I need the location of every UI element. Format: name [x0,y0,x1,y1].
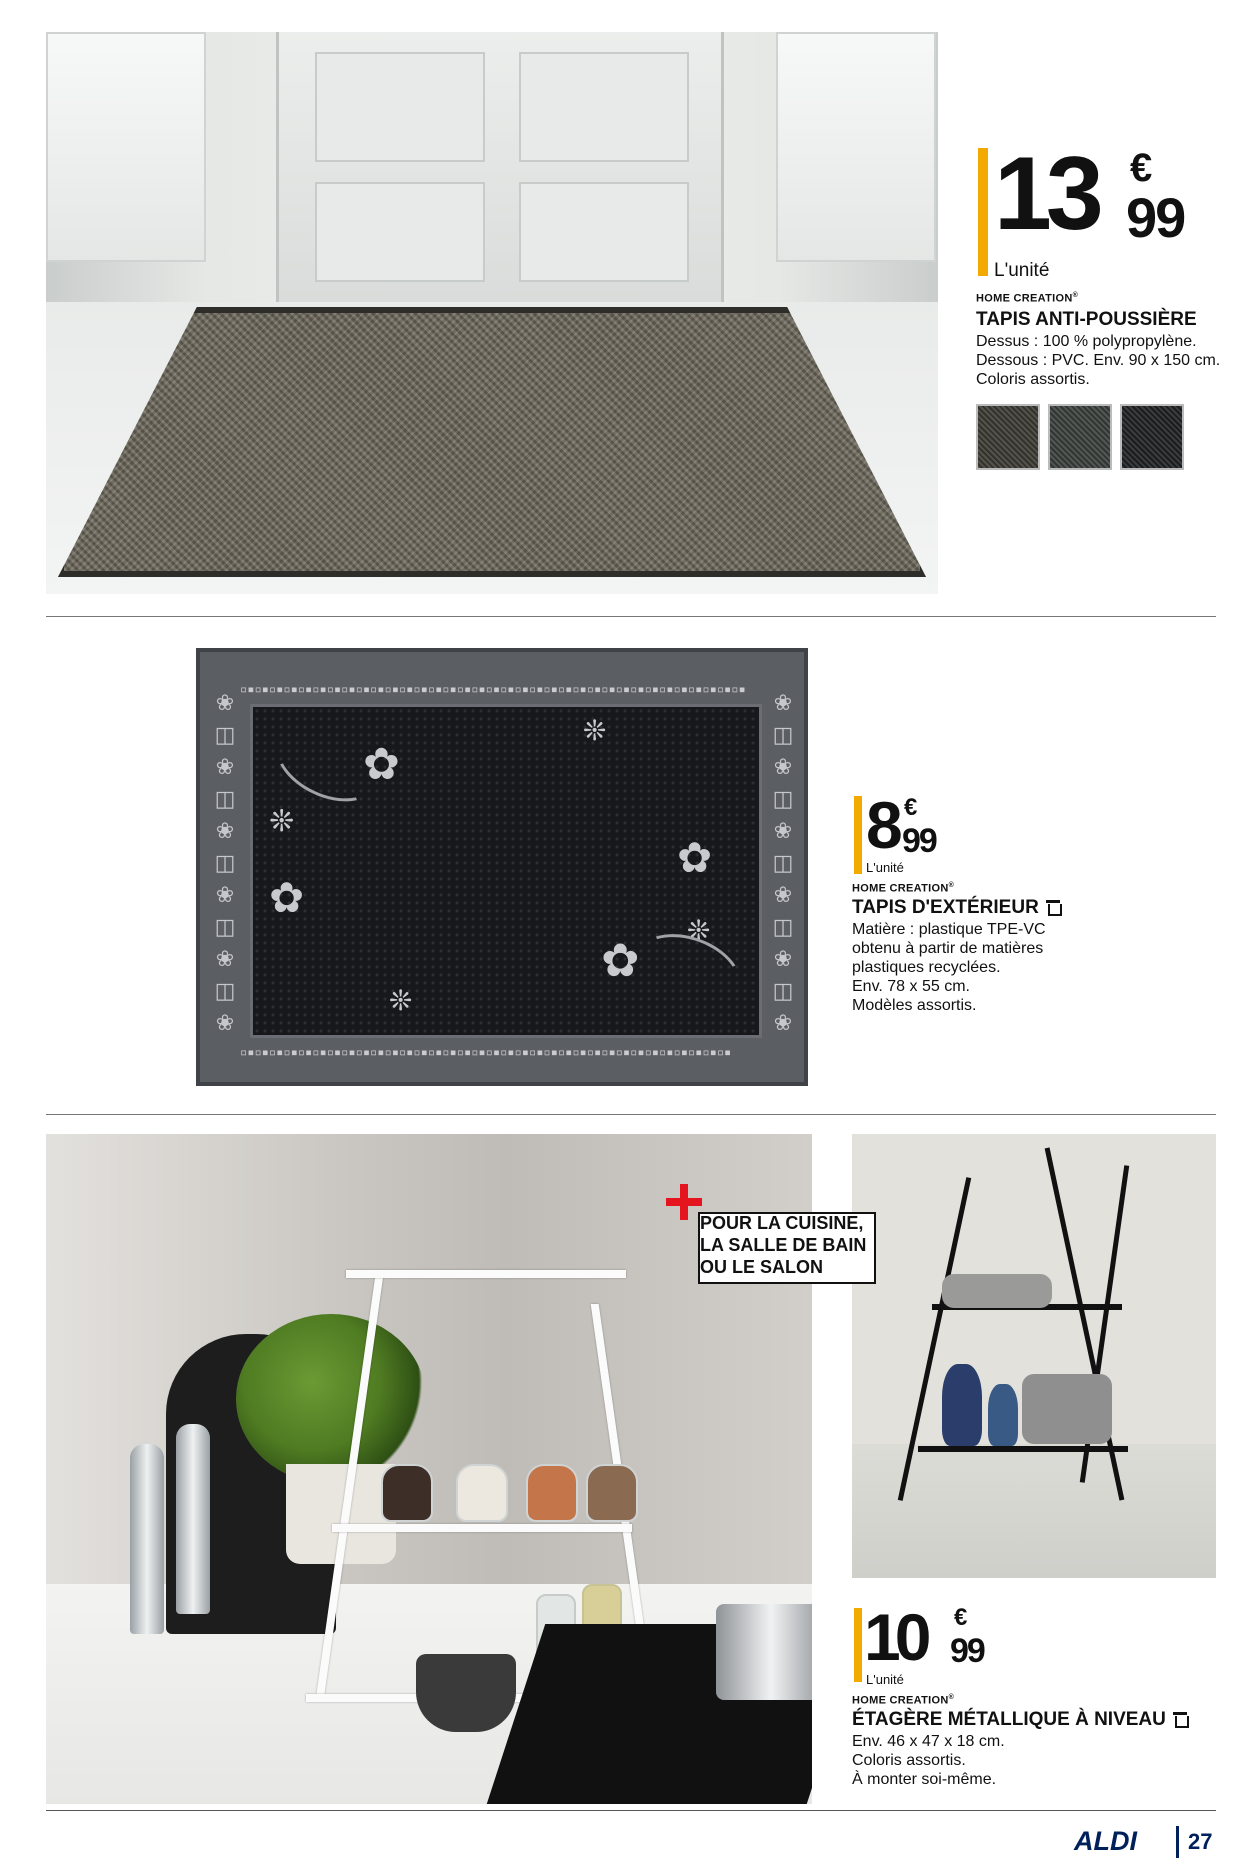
price-unit: L'unité [866,1672,904,1687]
page-separator [1176,1826,1179,1858]
price-cents: 99 [950,1632,984,1670]
bathroom-shelf-photo [852,1134,1216,1578]
product-description: Env. 46 x 47 x 18 cm. Coloris assortis. À monter soi-même. [852,1733,1005,1788]
flower-icon: ✿ [363,739,400,790]
price-currency: € [1130,146,1153,190]
price-currency: € [904,794,918,821]
trash-icon [1045,898,1061,914]
aldi-logo: ALDI [1074,1826,1137,1856]
banner-line-1: POUR LA CUISINE, [700,1213,864,1233]
banner-line-2: LA SALLE DE BAIN [700,1235,867,1255]
footer-divider [46,1810,1216,1811]
section-divider [46,1114,1216,1115]
color-swatch-2 [1048,404,1112,470]
brand-name: HOME CREATION® [852,882,955,895]
price-integer: 10 [864,1600,926,1674]
product-title: ÉTAGÈRE MÉTALLIQUE À NIVEAU [852,1710,1188,1731]
outdoor-mat-image: ▫▪▫▪▫▪▫▪▫▪▫▪▫▪▫▪▫▪▫▪▫▪▫▪▫▪▫▪▫▪▫▪▫▪▫▪▫▪▫▪▫▪▫▪▫▪▫▪▫▪▫▪▫▪▫▪▫▪▫▪▫▪▫▪▫▪▫▪▫▪ ▫▪▫▪▫▪▫▪▫▪▫▪▫▪▫▪▫▪▫▪▫▪▫▪▫▪▫▪▫▪▫▪▫▪▫▪▫▪▫▪▫▪▫▪▫▪▫▪▫▪▫▪▫▪▫▪▫▪▫▪▫▪▫▪▫▪▫▪ ❀ ◫ ❀ ◫ ❀ ◫ ❀ ◫ ❀ ◫ ❀ ❀ ◫ ❀ ◫ ❀ ◫ ❀ ◫ ❀ ◫ ❀ ✿ ❊ ✿ ❊ ❊ ✿ ❊ ✿ [196,648,808,1086]
product-title: TAPIS ANTI-POUSSIÈRE [976,309,1197,330]
section-divider [46,616,1216,617]
color-swatch-1 [976,404,1040,470]
price-accent-bar [978,148,988,276]
brand-name: HOME CREATION® [852,1694,955,1707]
price-unit: L'unité [994,260,1050,281]
product-description: Matière : plastique TPE-VC obtenu à partir de matières plastiques recyclées. Env. 78 x 55 cm. Modèles assortis. [852,921,1046,1014]
price-accent-bar [854,1608,862,1682]
dust-mat-image [58,307,926,577]
product-description: Dessus : 100 % polypropylène. Dessous : PVC. Env. 90 x 150 cm. Coloris assortis. [976,333,1221,388]
price-unit: L'unité [866,860,904,875]
doormat-photo [46,32,938,594]
color-swatch-3 [1120,404,1184,470]
banner-line-3: OU LE SALON [700,1257,824,1277]
product-title: TAPIS D'EXTÉRIEUR [852,898,1061,919]
price-accent-bar [854,796,862,874]
trash-icon [1172,1710,1188,1726]
page-number: 27 [1188,1829,1213,1854]
price-cents: 99 [1126,186,1185,249]
brand-name: HOME CREATION® [976,292,1079,305]
price-integer: 13 [994,136,1098,252]
price-cents: 99 [902,822,936,860]
price-integer: 8 [866,788,897,862]
price-currency: € [954,1604,968,1631]
